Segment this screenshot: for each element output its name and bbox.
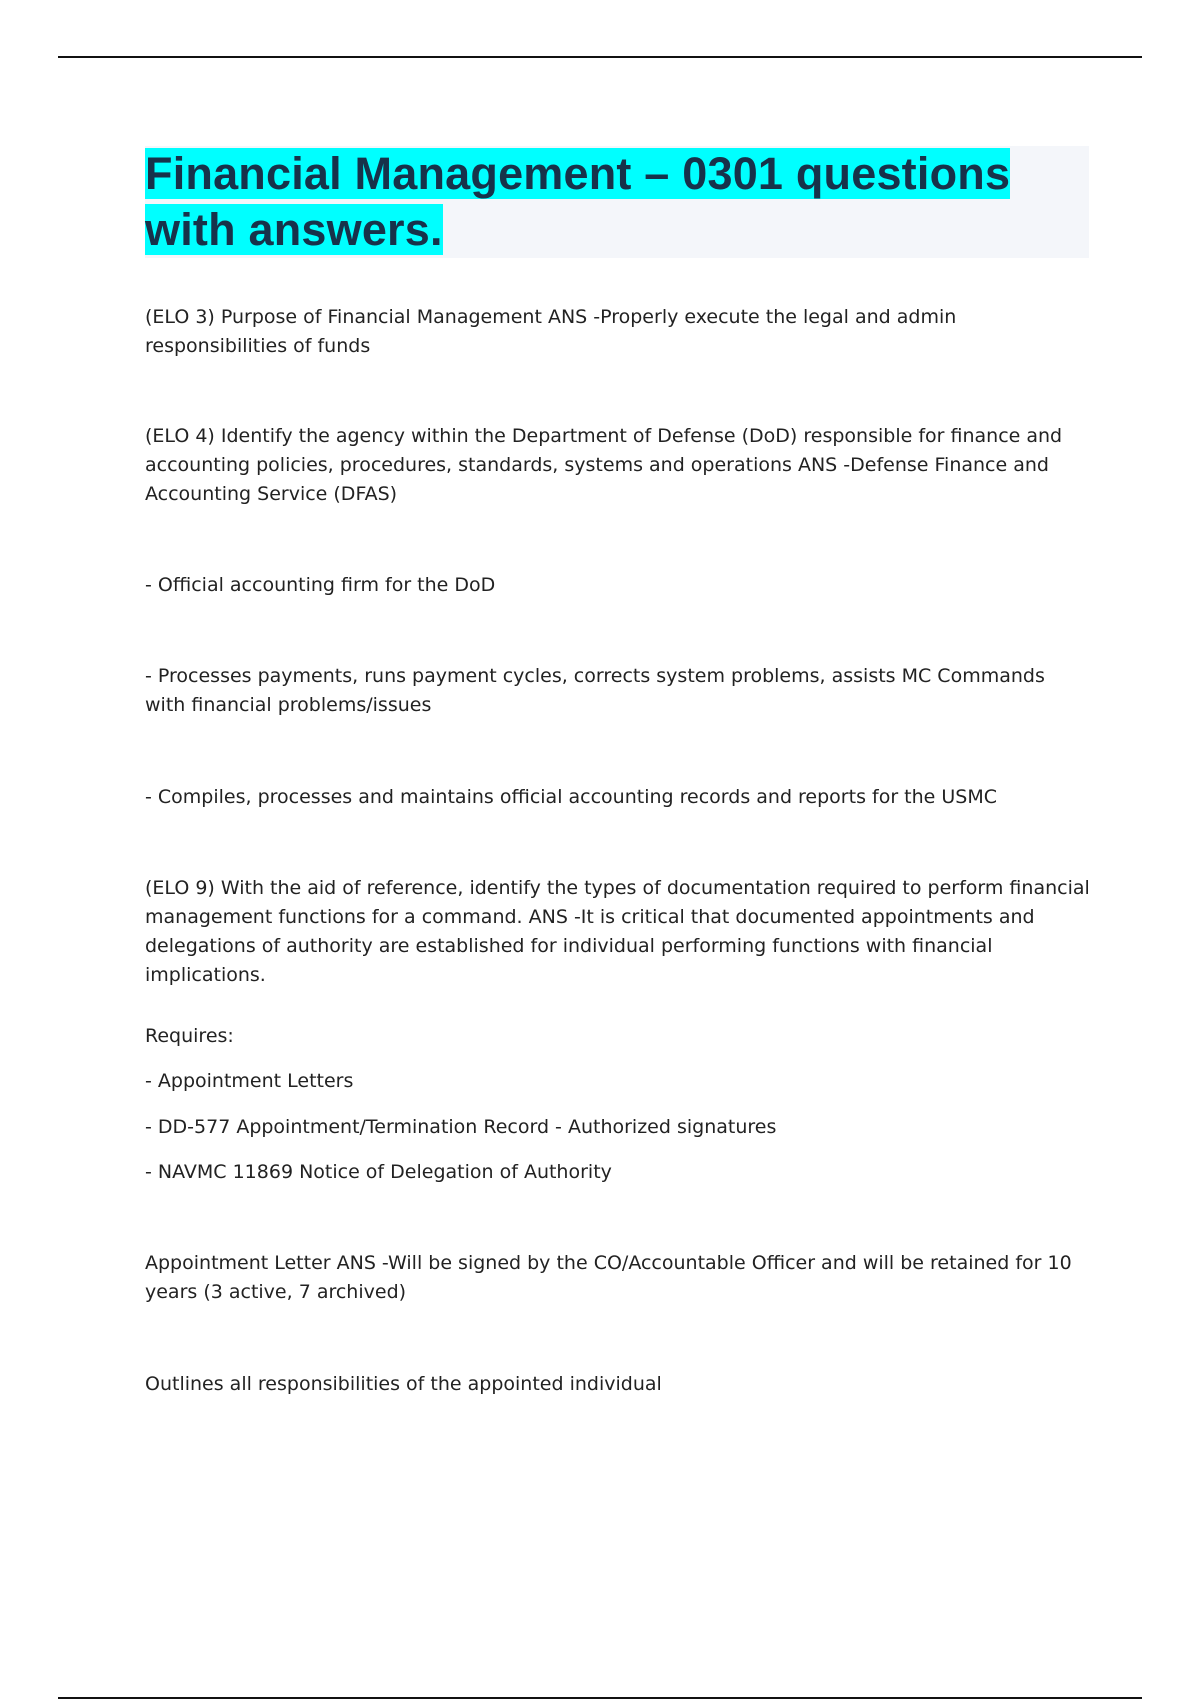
paragraph-elo4: (ELO 4) Identify the agency within the Department of Defense (DoD) responsible for finance and accounting policies, procedures, standards, systems and operations ANS -Defense Finance and Accounting Service (DFAS)	[145, 425, 1063, 505]
paragraph-appointment-letter: Appointment Letter ANS -Will be signed by the CO/Accountable Officer and will be retained for 10 years (3 active, 7 archived)	[145, 1252, 1072, 1303]
document-title	[145, 146, 1089, 258]
bullet-dd577: - DD-577 Appointment/Termination Record - Authorized signatures	[145, 1116, 777, 1138]
header-rule	[58, 56, 1142, 58]
title-highlight: Financial Management – 0301 questions with answers.	[145, 148, 1011, 255]
paragraph-elo3: (ELO 3) Purpose of Financial Management ANS -Properly execute the legal and admin responsibilities of funds	[145, 306, 957, 357]
bullet-dfas-payments: - Processes payments, runs payment cycles, corrects system problems, assists MC Commands with financial problems/issues	[145, 665, 1045, 716]
footer-rule	[58, 1697, 1142, 1699]
title-block	[145, 146, 1089, 258]
paragraph-outlines: Outlines all responsibilities of the appointed individual	[145, 1373, 662, 1395]
bullet-navmc: - NAVMC 11869 Notice of Delegation of Authority	[145, 1161, 612, 1183]
bullet-appointment-letters: - Appointment Letters	[145, 1070, 354, 1092]
requires-label: Requires:	[145, 1025, 234, 1047]
bullet-dfas-records: - Compiles, processes and maintains official accounting records and reports for the USMC	[145, 786, 998, 808]
bullet-dfas-firm: - Official accounting firm for the DoD	[145, 574, 496, 596]
paragraph-elo9: (ELO 9) With the aid of reference, identify the types of documentation required to perform financial management functions for a command. ANS -It is critical that documented appointments and delegations of authority are established for individual performing functions with financial implications.	[145, 877, 1090, 986]
